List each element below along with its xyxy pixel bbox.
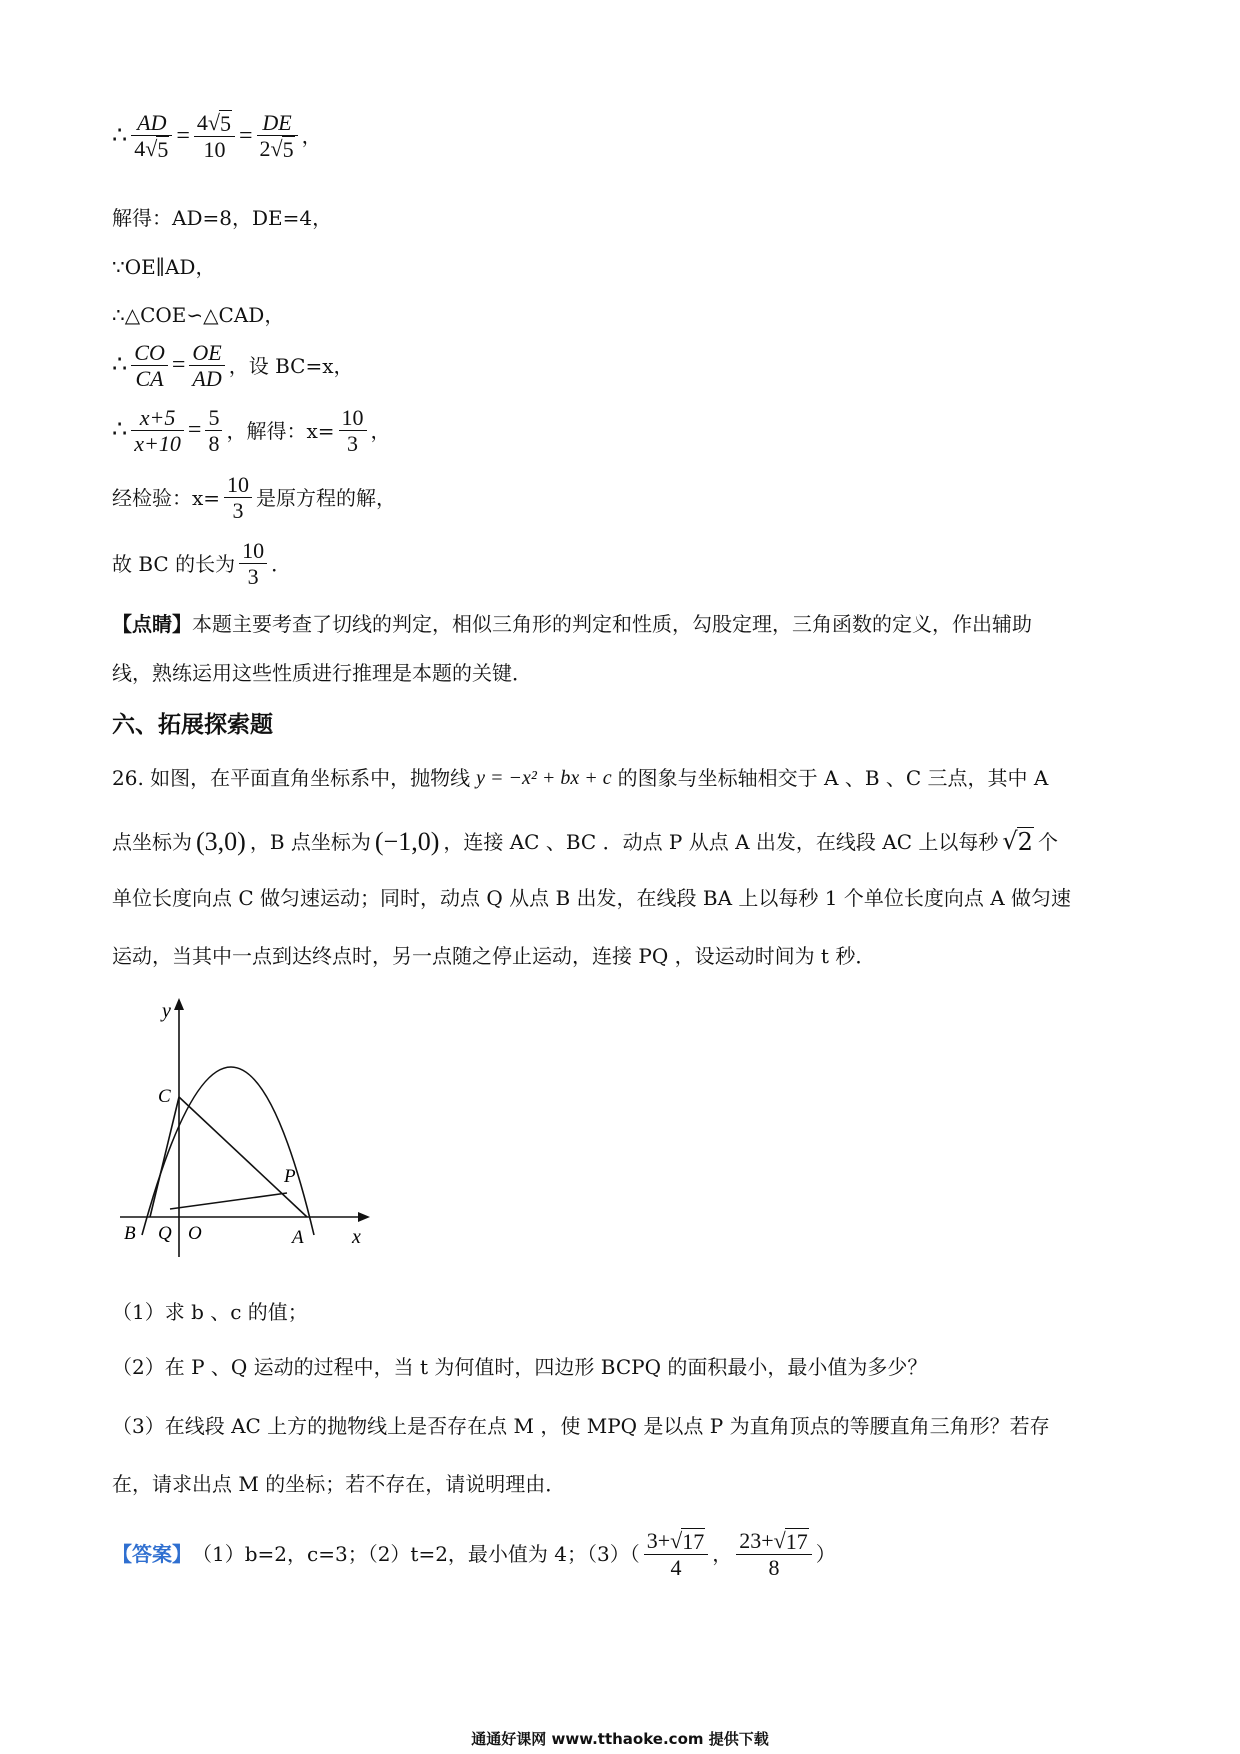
check-line: 经检验：x= $\frac{10}{3}$ 是原方程的解， (112, 472, 397, 524)
sub-question-3-line-1: （3）在线段 AC 上方的抛物线上是否存在点 M ，使 MPQ 是以点 P 为直角顶点的等腰直角三角形？若存 (112, 1414, 1050, 1438)
y-axis-label: y (162, 1000, 171, 1022)
note-line-2: 线，熟练运用这些性质进行推理是本题的关键． (112, 661, 532, 685)
therefore-symbol: ∴ (112, 122, 128, 149)
answer-tag: 【答案】 (112, 1542, 192, 1567)
parallel-line: ∵OE∥AD， (112, 255, 216, 279)
section-heading: 六、拓展探索题 (112, 712, 273, 738)
point-a-label: A (292, 1227, 304, 1248)
proportion-line: ∴ AD 4√ 5 = 4√ 5 10 = DE 2√ 5 ， (112, 110, 322, 163)
conclusion-line: 故 BC 的长为 $\frac{10}{3}$ ． (112, 538, 292, 590)
answer-line: 【答案】 （1）b=2，c=3；（2）t=2，最小值为 4；（3）（ 3+√ 17 4 ， 23+√ 17 8 ） (112, 1528, 836, 1581)
origin-label: O (188, 1223, 202, 1244)
question-26-line-2: 点坐标为 (3,0) ，B 点坐标为 (−1,0) ，连接 AC 、BC ．动点 P 从点 A 出发，在线段 AC 上以每秒 √ 2 个 (112, 826, 1058, 856)
note-line-1: 【点睛】 本题主要考查了切线的判定，相似三角形的判定和性质，勾股定理，三角函数的定义，作出辅助 (112, 612, 1032, 636)
equation-line: ∴ $\frac{x+5}{x+10}$ = $\frac{5}{8}$ ，解得：x= $\frac{10}{3}$ ， (112, 405, 391, 457)
x-axis-arrow (358, 1212, 370, 1222)
question-26-line-1: 26. 如图，在平面直角坐标系中，抛物线 y = −x² + bx + c 的图象与坐标轴相交于 A 、B 、C 三点，其中 A (112, 766, 1049, 790)
solution-line: 解得：AD=8，DE=4， (112, 206, 333, 230)
note-tag: 【点睛】 (112, 612, 192, 636)
point-c-label: C (158, 1086, 171, 1107)
parabola-figure (112, 995, 382, 1260)
fraction: AD 4√ 5 (131, 110, 172, 163)
page-footer: 通通好课网 www.tthaoke.com 提供下载 (471, 1730, 769, 1748)
question-26-line-4: 运动，当其中一点到达终点时，另一点随之停止运动，连接 PQ ，设运动时间为 t 秒． (112, 944, 876, 968)
fraction: DE 2√ 5 (257, 110, 298, 163)
fraction: 4√ 5 10 (194, 110, 235, 163)
question-26-line-3: 单位长度向点 C 做匀速运动；同时，动点 Q 从点 B 出发，在线段 BA 上以每秒 1 个单位长度向点 A 做匀速 (112, 886, 1071, 910)
y-axis-arrow (174, 998, 184, 1010)
point-p-label: P (284, 1166, 296, 1187)
similar-triangles-line: ∴△COE∽△CAD， (112, 303, 285, 327)
sub-question-3-line-2: 在，请求出点 M 的坐标；若不存在，请说明理由． (112, 1472, 566, 1496)
point-b-label: B (124, 1223, 136, 1244)
segment-qp (170, 1193, 287, 1209)
sub-question-2: （2）在 P 、Q 运动的过程中，当 t 为何值时，四边形 BCPQ 的面积最小，最小值为多少？ (112, 1355, 928, 1379)
x-axis-label: x (352, 1226, 361, 1248)
ratio-line: ∴ $\frac{CO}{CA}$ = $\frac{OE}{AD}$ ，设 BC=x， (112, 340, 354, 392)
sub-question-1: （1）求 b 、c 的值； (112, 1300, 308, 1324)
point-q-label: Q (158, 1223, 172, 1244)
segment-cb (150, 1097, 179, 1217)
